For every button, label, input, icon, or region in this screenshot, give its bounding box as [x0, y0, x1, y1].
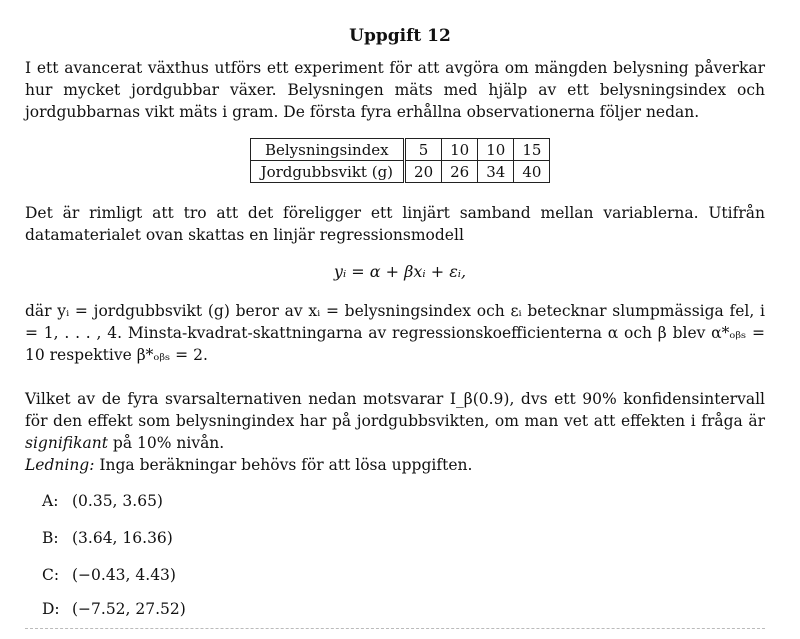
table-cell: 15 [514, 139, 550, 161]
table-cell: 40 [514, 161, 550, 183]
option-label: C: [42, 566, 60, 584]
question-emphasis: signifikant [25, 434, 108, 452]
page-title: Uppgift 12 [349, 26, 451, 46]
model-desc-paragraph [25, 300, 765, 366]
option-label: D: [42, 600, 60, 618]
table-row-label: Jordgubbsvikt (g) [250, 161, 404, 183]
option-value: (0.35, 3.65) [72, 492, 163, 510]
option-b[interactable] [42, 529, 173, 547]
table-cell: 20 [405, 161, 442, 183]
model-intro-paragraph [25, 202, 765, 246]
option-label: A: [42, 492, 59, 510]
hint-text: Inga beräkningar behövs för att lösa uppgiften. [99, 456, 473, 474]
option-label: B: [42, 529, 59, 547]
question-paragraph [25, 388, 765, 476]
intro-text: I ett avancerat växthus utförs ett experiment för att avgöra om mängden belysning påverkar hur mycket jordgubbar växer. Belysningen mäts med hjälp av ett belysningsindex och jordgubbarnas vikt mäts i gram. De första fyra erhållna observationerna följer nedan. [25, 59, 765, 121]
question-text [25, 388, 765, 454]
footer-divider [25, 628, 765, 630]
question-main: Vilket av de fyra svarsalternativen nedan motsvarar I_β(0.9), dvs ett 90% konfidensintervall för den effekt som belysningindex har på jordgubbsvikten, om man vet att effekten i fråga är [25, 390, 765, 430]
table-cell: 26 [442, 161, 478, 183]
hint-label: Ledning: [25, 456, 95, 474]
hint-line [25, 454, 765, 476]
model-intro-text: Det är rimligt att tro att det föreligger ett linjärt samband mellan variablerna. Utifrån datamaterialet ovan skattas en linjär regressionsmodell [25, 204, 765, 244]
option-a[interactable] [42, 492, 163, 510]
table-row-weight [250, 161, 550, 183]
observation-table-wrap [0, 138, 800, 183]
intro-paragraph [25, 57, 765, 123]
table-cell: 10 [478, 139, 514, 161]
table-row-label: Belysningsindex [250, 139, 404, 161]
option-d[interactable] [42, 600, 186, 618]
observation-table [250, 138, 551, 183]
table-cell: 10 [442, 139, 478, 161]
regression-formula: yᵢ = α + βxᵢ + εᵢ, [333, 262, 467, 281]
model-desc-text: där yᵢ = jordgubbsvikt (g) beror av xᵢ = belysningsindex och εᵢ betecknar slumpmässiga fel, i = 1, . . . , 4. Minsta-kvadrat-skattningarna av regressionskoefficienterna α och β blev α*ₒᵦₛ = 10 respektive β*ₒᵦₛ = 2. [25, 302, 765, 364]
table-cell: 34 [478, 161, 514, 183]
table-row-index [250, 139, 550, 161]
option-value: (3.64, 16.36) [72, 529, 173, 547]
option-value: (−0.43, 4.43) [72, 566, 176, 584]
option-c[interactable] [42, 566, 176, 584]
question-end: på 10% nivån. [112, 434, 225, 452]
option-value: (−7.52, 27.52) [72, 600, 186, 618]
table-cell: 5 [405, 139, 442, 161]
